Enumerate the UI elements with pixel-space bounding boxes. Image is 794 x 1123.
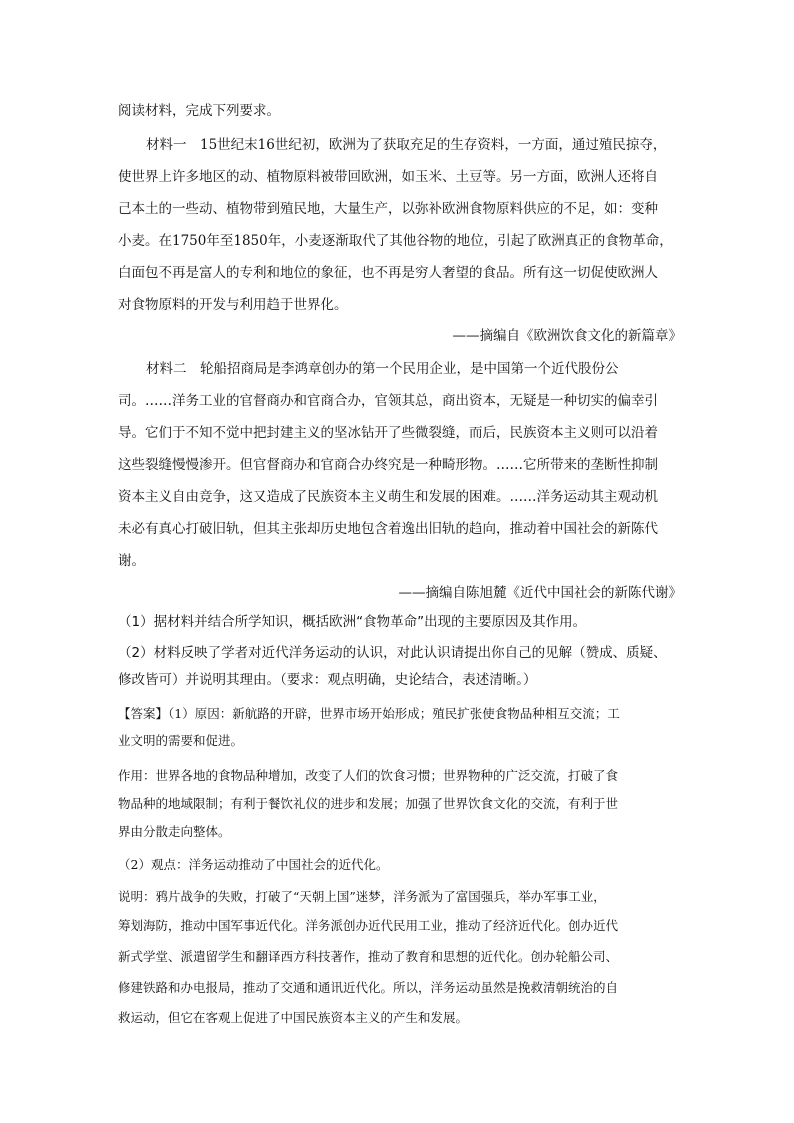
answer-line: 界由分散走向整体。	[118, 824, 231, 839]
question-2-cont: 修改皆可）并说明其理由。（要求：观点明确，史论结合，表述清晰。）	[118, 672, 537, 688]
material2-line: 导。它们于不知不觉中把封建主义的坚冰钻开了些微裂缝，而后，民族资本主义则可以沿着	[118, 425, 658, 441]
intro-text: 阅读材料，完成下列要求。	[118, 103, 280, 119]
material1-line: 材料一 15世纪末16世纪初，欧洲为了获取充足的生存资料，一方面，通过殖民掠夺，	[146, 137, 667, 153]
material1-line: 白面包不再是富人的专利和地位的象征，也不再是穷人奢望的食品。所有这一切促使欧洲人	[118, 265, 658, 281]
question-1: （1）据材料并结合所学知识，概括欧洲“食物革命”出现的主要原因及其作用。	[118, 614, 587, 630]
answer-line: 新式学堂、派遣留学生和翻译西方科技著作，推动了教育和思想的近代化。创办轮船公司、	[118, 949, 619, 964]
answer-line: 业文明的需要和促进。	[118, 733, 244, 748]
material1-line: 使世界上许多地区的动、植物原料被带回欧洲，如玉米、土豆等。另一方面，欧洲人还将自	[118, 169, 658, 185]
material1-line: 小麦。在1750年至1850年，小麦逐渐取代了其他谷物的地位，引起了欧洲真正的食物革命，	[118, 233, 673, 249]
answer-line: 筹划海防，推动中国军事近代化。洋务派创办近代民用工业，推动了经济近代化。创办近代	[118, 918, 619, 933]
answer-line: 说明：鸦片战争的失败，打破了“天朝上国”迷梦，洋务派为了富国强兵，举办军事工业，	[118, 889, 606, 904]
answer-line: 作用：世界各地的食物品种增加，改变了人们的饮食习惯；世界物种的广泛交流，打破了食	[118, 768, 619, 783]
answer-line: 【答案】（1）原因：新航路的开辟，世界市场开始形成；殖民扩张使食物品种相互交流；工	[118, 706, 620, 721]
answer-line: 物品种的地域限制；有利于餐饮礼仪的进步和发展；加强了世界饮食文化的交流，有利于世	[118, 796, 619, 811]
material2-line: 司。……洋务工业的官督商办和官商合办，官领其总，商出资本，无疑是一种切实的偏幸引	[118, 393, 658, 409]
material2-source: ——摘编自陈旭麓《近代中国社会的新陈代谢》	[398, 585, 682, 601]
material2-line: 资本主义自由竞争，这又造成了民族资本主义萌生和发展的困难。……洋务运动其主观动机	[118, 489, 658, 505]
answer-line: 修建铁路和办电报局，推动了交通和通讯近代化。所以，洋务运动虽然是挽救清朝统治的自	[118, 980, 619, 995]
answer-line: （2）观点：洋务运动推动了中国社会的近代化。	[118, 857, 389, 872]
material1-line: 己本土的一些动、植物带到殖民地，大量生产，以弥补欧洲食物原料供应的不足，如：变种	[118, 201, 658, 217]
question-2: （2）材料反映了学者对近代洋务运动的认识，对此认识请提出你自己的见解（赞成、质疑、	[118, 645, 667, 661]
material2-line: 谢。	[118, 553, 145, 569]
answer-line: 救运动，但它在客观上促进了中国民族资本主义的产生和发展。	[118, 1010, 469, 1025]
material2-line: 材料二 轮船招商局是李鸿章创办的第一个民用企业，是中国第一个近代股份公	[146, 361, 619, 377]
material2-line: 这些裂缝慢慢渗开。但官督商办和官商合办终究是一种畸形物。……它所带来的垄断性抑制	[118, 457, 658, 473]
material2-line: 未必有真心打破旧轨，但其主张却历史地包含着逸出旧轨的趋向，推动着中国社会的新陈代	[118, 521, 658, 537]
material1-source: ——摘编自《欧洲饮食文化的新篇章》	[452, 328, 682, 344]
material1-line: 对食物原料的开发与利用趋于世界化。	[118, 297, 348, 313]
